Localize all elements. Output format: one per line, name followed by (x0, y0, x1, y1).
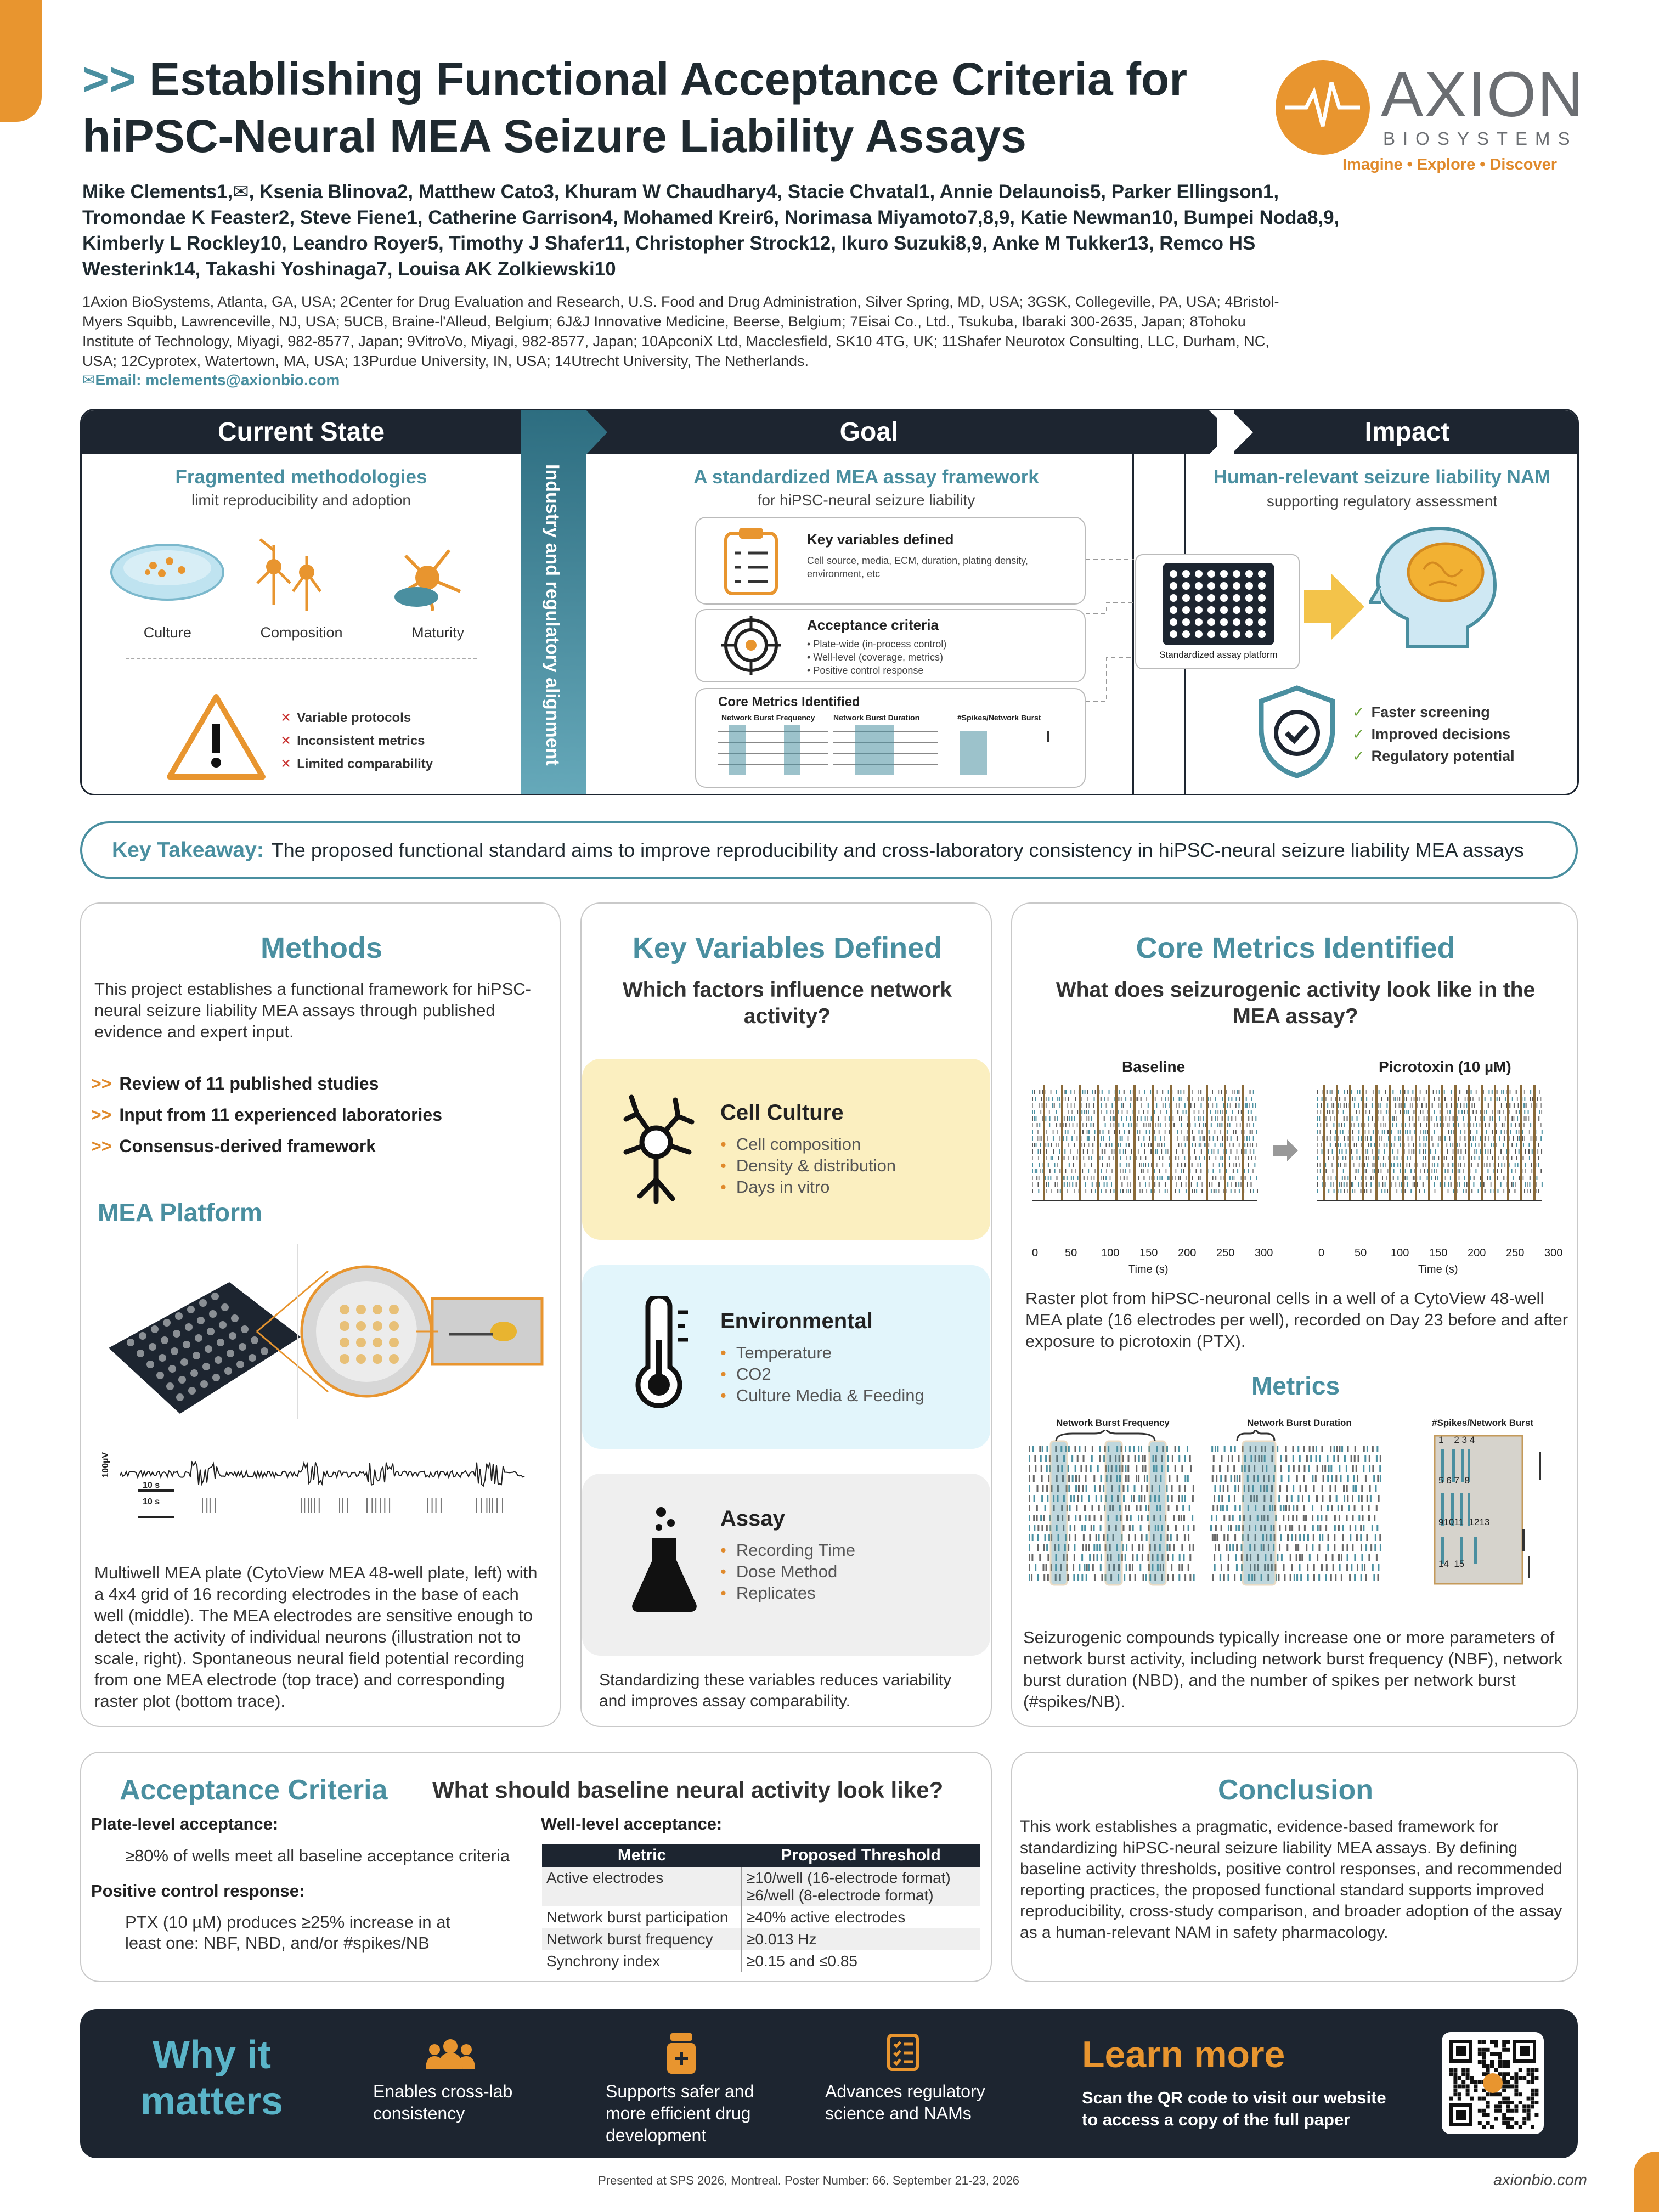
target-icon (718, 613, 784, 679)
metric-nbd-label: Network Burst Duration (1247, 1418, 1352, 1428)
baseline-label: Baseline (1122, 1058, 1186, 1075)
head-brain-icon (1369, 526, 1500, 652)
axion-logo: AXION BIOSYSTEMS Imagine • Explore • Discover (1276, 59, 1583, 174)
goal-header: Goal (521, 410, 1217, 454)
current-title: Fragmented methodologies (175, 466, 427, 488)
raster-plots-icon (1032, 1085, 1559, 1216)
metrics-title: Metrics (1251, 1372, 1340, 1400)
raster-caption: Raster plot from hiPSC-neuronal cells in a well of a CytoView 48-well MEA plate (16 electrodes per well), recorded on Day 23 before and after exposure to picrotoxin (PTX). (1025, 1289, 1568, 1351)
alignment-bar (521, 410, 607, 795)
arrow-divider-icon (1209, 410, 1253, 454)
learn-more-title: Learn more (1082, 2034, 1285, 2075)
item-composition: Composition (260, 624, 343, 641)
impact-checklist: ✓ Faster screening ✓ Improved decisions ✓ Regulatory potential (1352, 704, 1515, 764)
flask-icon (631, 1504, 697, 1614)
shield-check-icon (1256, 685, 1338, 778)
core-metrics-panel: Core Metrics Identified What does seizurogenic activity look like in the MEA assay? Baseline Picrotoxin (10 µM) 0 50 100 150 200 250 300 0 50 100 150 200 250 300 Time (s) Time (s) Raster plot from hiPSC-neuronal cells in a well of a CytoView 48-well MEA plate (16 electrodes per well), recorded on Day 23 before and after exposure to picrotoxin (PTX). Metrics Network Burst Frequency Network Burst Duration #Spikes/Network Burst 1 2 3 4 5 6 7 8 91011 1213 14 15 Seizurogenic compounds typically increase one or more parameters of network burst activity, including network burst frequency (NBF), network burst duration (NBD), and the number of spikes per network burst (#spikes/NB). (1011, 902, 1578, 1727)
footer-band (80, 2009, 1578, 2158)
well-label: Well-level acceptance: (541, 1814, 723, 1833)
key-takeaway: Key Takeaway: The proposed functional standard aims to improve reproducibility and cross-laboratory consistency in hiPSC-neural seizure liability MEA assays (80, 821, 1578, 879)
acceptance-criteria-box: Acceptance criteria • Plate-wide (in-process control) • Well-level (coverage, metrics) • Positive control response (695, 609, 1086, 682)
plate-label: Plate-level acceptance: (91, 1814, 279, 1833)
variables-footer: Standardizing these variables reduces variability and improves assay comparability. (599, 1671, 952, 1710)
mea-platform-illustration-icon (98, 1238, 553, 1436)
scale-h1-label: 10 s (143, 1481, 160, 1490)
conclusion-panel (1011, 1752, 1578, 1982)
arrow-right-icon (1304, 574, 1364, 640)
email-link[interactable]: ✉Email: mclements@axionbio.com (82, 371, 340, 388)
xlabel-a: Time (s) (1128, 1263, 1169, 1276)
methods-panel (80, 902, 561, 1727)
methods-bullets: >> Review of 11 published studies >> Input from 11 experienced laboratories >> Consensus-derived framework (91, 1074, 442, 1156)
threshold-table: Metric Proposed Threshold Active electrodes ≥10/well (16-electrode format) ≥6/well (8-electrode format) Network burst participation ≥40% active electrodes Network burst frequency ≥0.013 Hz Synchrony index ≥0.15 and ≤0.85 (542, 1844, 980, 1972)
cell-illustrations-icon (109, 534, 499, 622)
methods-title: Methods (261, 932, 382, 964)
current-state-header: Current State (82, 410, 521, 454)
item-maturity: Maturity (411, 624, 465, 641)
metrics-caption: Seizurogenic compounds typically increase one or more parameters of network burst activity, including network burst frequency (NBF), network burst duration (NBD), and the number of spikes per network burst (#spikes/NB). (1023, 1628, 1563, 1711)
website-link[interactable]: axionbio.com (1493, 2171, 1587, 2189)
why-item-2: Supports safer and more efficient drug development (606, 2081, 754, 2145)
goal-subtitle: for hiPSC-neural seizure liability (757, 492, 975, 509)
criteria-list: • Plate-wide (in-process control) • Well-level (coverage, metrics) • Positive control response (807, 639, 947, 676)
thermometer-icon (626, 1296, 692, 1411)
platform-title: MEA Platform (98, 1198, 262, 1227)
checklist-icon (887, 2033, 919, 2072)
platform-caption: Multiwell MEA plate (CytoView MEA 48-well plate, left) with a 4x4 grid of 16 recording electrodes in the base of each well (middle). The MEA electrodes are sensitive enough to detect the activity of individual neurons (illustration not to scale, right). Spontaneous neural field potential recording from one MEA electrode (top trace) and corresponding raster plot (bottom trace). (94, 1563, 538, 1711)
metric-nbf-label: Network Burst Frequency (1056, 1418, 1170, 1428)
people-icon (426, 2038, 475, 2070)
scale-v-label: 100µV (101, 1452, 110, 1478)
presented-at: Presented at SPS 2026, Montreal. Poster Number: 66. September 21-23, 2026 (598, 2174, 1020, 2187)
corner-tab-top (0, 0, 42, 122)
spike-number-grid: 1 2 3 4 5 6 7 8 91011 1213 14 15 (1438, 1435, 1490, 1569)
mini-metrics-raster-icon (718, 725, 1069, 780)
poster-title: >> Establishing Functional Acceptance Criteria for hiPSC-Neural MEA Seizure Liability Assays (82, 53, 1188, 162)
pill-bottle-icon (665, 2033, 698, 2075)
impact-title: Human-relevant seizure liability NAM (1213, 466, 1551, 488)
connector-lines (1085, 548, 1139, 767)
core-metrics-box: Core Metrics Identified Network Burst Frequency Network Burst Duration #Spikes/Network Burst (695, 688, 1086, 788)
xlabel-b: Time (s) (1418, 1263, 1458, 1276)
mea-plate-icon (1163, 563, 1274, 645)
clipboard-icon (718, 526, 784, 597)
acceptance-question: What should baseline neural activity look like? (432, 1777, 944, 1803)
impact-subtitle: supporting regulatory assessment (1266, 493, 1498, 510)
conclusion-title: Conclusion (1217, 1774, 1374, 1806)
item-culture: Culture (143, 624, 191, 641)
key-variables-box: Key variables defined Cell source, media, ECM, duration, plating density, environment, etc (695, 517, 1086, 605)
overview-banner (80, 409, 1579, 795)
why-it-matters: Why it matters (140, 2033, 284, 2123)
neuron-icon (615, 1092, 697, 1207)
affiliations: 1Axion BioSystems, Atlanta, GA, USA; 2Center for Drug Evaluation and Research, U.S. Food and Drug Administration, Silver Spring, MD, USA; 3GSK, Collegeville, PA, USA; 4Bristol-Myers Squibb, Lawrenceville, NJ, USA; 5UCB, Braine-l'Alleud, Belgium; 6J&J Innovative Medicine, Beerse, Belgium; 7Eisai Co., Ltd., Tsukuba, Ibaraki 300-2635, Japan; 8Tohoku Institute of Technology, Miyagi, 982-8577, Japan; 9VitroVo, Miyagi, 982-8577, Japan; 10ApconiX Ltd, Macclesfield, SK10 4TG, UK; 11Shafer Neurotox Consulting, LLC, Durham, NC, USA; 12Cyprotex, Watertown, MA, USA; 13Purdue University, IN, USA; 14Utrecht University, The Netherlands. (82, 294, 1279, 369)
impact-header: Impact (1234, 410, 1579, 454)
var-environmental: Environmental • Temperature • CO2 • Culture Media & Feeding (582, 1265, 990, 1449)
why-item-1: Enables cross-lab consistency (373, 2081, 513, 2123)
methods-intro: This project establishes a functional framework for hiPSC-neural seizure liability MEA assays through published evidence and expert input. (94, 979, 531, 1041)
current-items (109, 624, 499, 641)
alignment-text: Industry and regulatory alignment (542, 464, 563, 766)
conclusion-text: This work establishes a pragmatic, evidence-based framework for standardizing hiPSC-neural seizure liability MEA assays. By defining baseline activity thresholds, positive control responses, and recommended reporting practices, the proposed functional standard supports improved reproducibility, cross-study comparison, and broader adoption of the assay as a human-relevant NAM in safety pharmacology. (1020, 1818, 1562, 1942)
goal-title: A standardized MEA assay framework (693, 466, 1039, 488)
acceptance-title: Acceptance Criteria (120, 1774, 388, 1806)
var-assay: Assay • Recording Time • Dose Method • Replicates (582, 1474, 990, 1656)
logo-circle-icon (1276, 60, 1370, 155)
pos-label: Positive control response: (91, 1881, 305, 1900)
authors: Mike Clements1,✉, Ksenia Blinova2, Matthew Cato3, Khuram W Chaudhary4, Stacie Chvatal1, Annie Delaunois5, Parker Ellingson1, Tromondae K Feaster2, Steve Fiene1, Catherine Garrison4, Mohamed Kreir6, Norimasa Miyamoto7,8,9, Katie Newman10, Bumpei Noda8,9, Kimberly L Rockley10, Leandro Royer5, Timothy J Shafer11, Christopher Strock12, Ikuro Suzuki8,9, Anke M Tukker13, Remco HS Westerink14, Takashi Yoshinaga7, Louisa AK Zolkiewski10 (82, 181, 1340, 280)
ptx-label: Picrotoxin (10 µM) (1379, 1058, 1511, 1075)
metric-spikes-label: #Spikes/Network Burst (1432, 1418, 1534, 1428)
field-potential-trace-icon (120, 1452, 548, 1518)
learn-more-text: Scan the QR code to visit our website to access a copy of the full paper (1082, 2088, 1386, 2129)
scale-h2-label: 10 s (143, 1497, 160, 1506)
pos-text: PTX (10 µM) produces ≥25% increase in at least one: NBF, NBD, and/or #spikes/NB (125, 1912, 451, 1953)
corner-tab-bottom (1634, 2152, 1659, 2212)
variables-title: Key Variables Defined (632, 932, 943, 964)
var-cell-culture: Cell Culture • Cell composition • Density & distribution • Days in vitro (582, 1059, 990, 1240)
core-title: Core Metrics Identified (1136, 932, 1455, 964)
problem-list: ✕ Variable protocols ✕ Inconsistent metrics ✕ Limited comparability (280, 710, 433, 771)
warning-icon (164, 690, 268, 783)
qr-code[interactable] (1442, 2032, 1544, 2134)
plate-text: ≥80% of wells meet all baseline acceptance criteria (125, 1846, 510, 1865)
variables-question: Which factors influence network activity? (622, 978, 952, 1028)
core-question: What does seizurogenic activity look like in the MEA assay? (1056, 978, 1536, 1028)
acceptance-panel (80, 1752, 992, 1982)
current-subtitle: limit reproducibility and adoption (191, 492, 411, 509)
why-item-3: Advances regulatory science and NAMs (825, 2081, 985, 2123)
assay-platform-card: Standardized assay platform (1135, 554, 1300, 669)
